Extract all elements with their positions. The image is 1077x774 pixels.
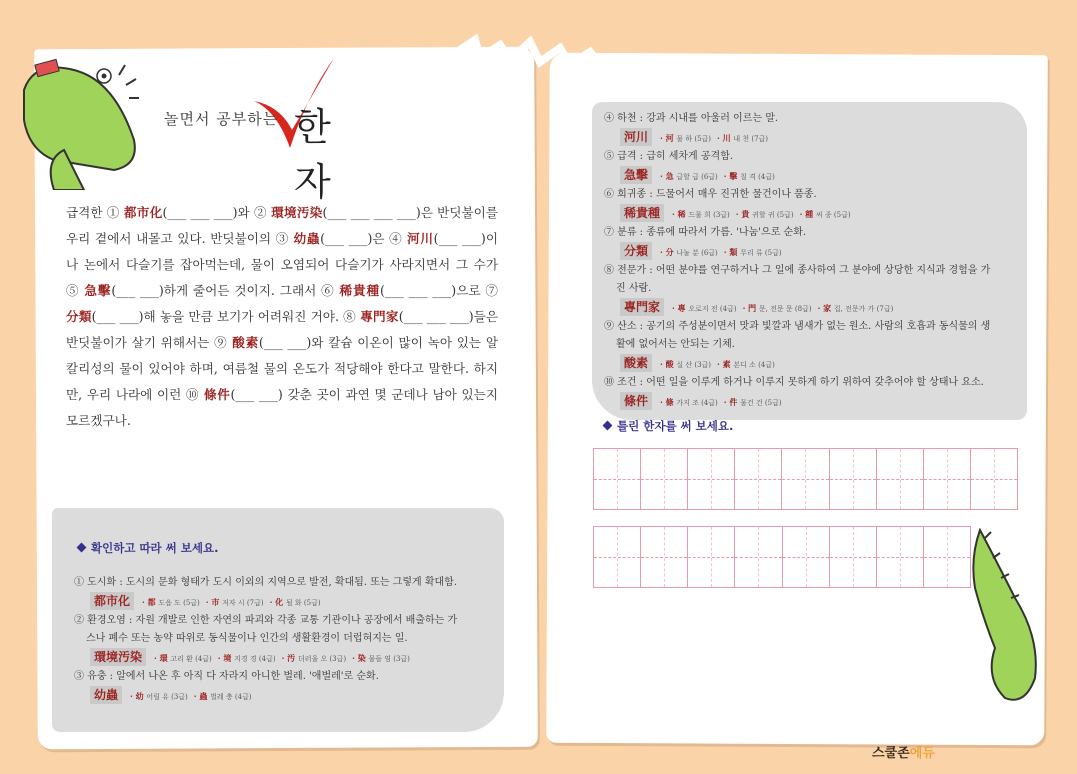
hanja-word: 酸素 — [232, 335, 259, 350]
grid-cell[interactable] — [735, 527, 782, 587]
vocab-headword: 都市化 — [90, 592, 134, 610]
story-text: (___ ___ ___)들은 반딧불이가 살기 위해서는 ⑨ — [66, 309, 498, 350]
grid-cell[interactable] — [735, 449, 782, 509]
char-gloss: · 化 될 화 (5급) — [269, 597, 321, 607]
hanja-word: 幼蟲 — [293, 231, 321, 246]
story-text: (___ ___)은 ④ — [320, 231, 408, 246]
vocab-hanja-row — [74, 648, 504, 668]
vocab-list-left — [74, 574, 504, 706]
title-main: 한자 — [294, 105, 331, 204]
vocab-headword: 急擊 — [620, 166, 652, 184]
vocab-headword: 條件 — [620, 392, 652, 410]
vocab-hanja-row — [604, 242, 1034, 262]
char-gloss: · 稀 드물 희 (3급) — [672, 209, 730, 219]
title-subtitle: 놀면서 공부하는 — [164, 110, 279, 128]
vocab-headword: 酸素 — [620, 354, 652, 372]
grid-cell[interactable] — [924, 449, 971, 509]
char-gloss: · 專 오로지 전 (4급) — [672, 303, 737, 313]
vocab-definition: ⑥ 희귀종 : 드물어서 매우 진귀한 물건이나 품종. — [604, 189, 817, 200]
grid-cell[interactable] — [924, 527, 970, 587]
vocab-definition: ② 환경오염 : 자원 개발로 인한 자연의 파괴와 각종 교통 기관이나 공장에서 배출하는 가 — [74, 615, 458, 626]
page-title — [164, 105, 331, 204]
grid-cell[interactable] — [594, 449, 641, 509]
grid-cell[interactable] — [830, 527, 877, 587]
vocab-headword: 稀貴種 — [620, 204, 664, 222]
dinosaur-tail-icon — [965, 528, 1060, 708]
char-gloss: · 家 집, 전문가 가 (7급) — [817, 303, 894, 313]
grid-cell[interactable] — [877, 449, 924, 509]
char-gloss: · 類 무리 류 (5급) — [723, 247, 782, 257]
grid-cell[interactable] — [782, 449, 829, 509]
story-text: (___ ___)와 칼슘 이온이 많이 녹아 있는 알칼리성의 물이 있어야 하며, 여름철 물의 온도가 적당해야 한다고 말한다. 하지만, 우리 나라에 이런 ⑩ — [66, 335, 498, 402]
grid-cell[interactable] — [641, 449, 688, 509]
vocab-definition-cont: 활에 없어서는 안되는 기체. — [616, 339, 735, 350]
story-paragraph — [66, 200, 498, 434]
diamond-icon — [77, 543, 87, 553]
story-text: 급격한 ① — [66, 205, 124, 220]
char-gloss: · 幼 어릴 유 (3급) — [130, 691, 188, 701]
hanja-word: 專門家 — [360, 309, 399, 324]
grid-cell[interactable] — [688, 449, 735, 509]
vocab-definition-cont: 스나 폐수 또는 농약 따위로 동식물이나 인간의 생활환경이 더럽혀지는 일. — [86, 633, 408, 644]
char-gloss: · 條 가지 조 (4급) — [660, 397, 718, 407]
char-gloss: · 染 물들 염 (3급) — [352, 653, 410, 663]
vocab-definition: ⑤ 급격 : 급히 세차게 공격함. — [604, 151, 734, 162]
grid-cell[interactable] — [641, 527, 688, 587]
vocab-definition-cont: 진 사람. — [616, 283, 652, 294]
grid-cell[interactable] — [830, 449, 877, 509]
vocab-hanja-row — [604, 204, 1034, 224]
hanja-word: 條件 — [203, 387, 231, 402]
vocab-definition: ⑧ 전문가 : 어떤 분야를 연구하거나 그 일에 종사하여 그 분야에 상당한 지식과 경험을 가 — [604, 265, 991, 276]
char-gloss: · 境 지경 경 (4급) — [217, 653, 276, 663]
vocab-hanja-row — [604, 298, 1034, 318]
grid-cell[interactable] — [594, 527, 641, 587]
char-gloss: · 蟲 벌레 충 (4급) — [193, 691, 252, 701]
char-gloss: · 門 문, 전문 문 (8급) — [742, 303, 812, 313]
hanja-word: 環境汚染 — [271, 205, 323, 220]
hanja-word: 都市化 — [123, 205, 163, 220]
writing-grid-row-1[interactable] — [593, 448, 1018, 510]
vocab-hanja-row — [604, 354, 1034, 374]
vocab-list-right — [604, 110, 1034, 412]
torn-edge-decoration — [440, 30, 620, 85]
publisher-logo: 스쿨존에듀 — [872, 746, 935, 761]
char-gloss: · 種 씨 종 (5급) — [799, 209, 851, 219]
grid-cell[interactable] — [971, 449, 1017, 509]
char-gloss: · 汚 더러울 오 (3급) — [281, 653, 347, 663]
hanja-word: 急擊 — [84, 283, 112, 298]
vocab-hanja-row — [74, 592, 504, 612]
hanja-word: 稀貴種 — [339, 283, 380, 298]
grid-cell[interactable] — [783, 527, 830, 587]
story-text: (___ ___ ___)으로 ⑦ — [379, 283, 499, 298]
char-gloss: · 急 급할 급 (6급) — [660, 171, 718, 181]
vocab-definition: ⑦ 분류 : 종류에 따라서 가름. '나눔'으로 순화. — [604, 227, 807, 238]
char-gloss: · 分 나눌 분 (6급) — [660, 247, 718, 257]
diamond-icon — [603, 421, 613, 431]
vocab-definition: ③ 유충 : 알에서 나온 후 아직 다 자라지 아니한 벌레. '애벌레'로 순화. — [74, 671, 379, 682]
vocab-definition: ⑨ 산소 : 공기의 주성분이면서 맛과 빛깔과 냄새가 없는 원소. 사람의 호흡과 동식물의 생 — [604, 321, 991, 332]
char-gloss: · 貴 귀할 귀 (5급) — [735, 209, 794, 219]
hanja-word: 分類 — [66, 309, 92, 324]
char-gloss: · 都 도읍 도 (5급) — [142, 597, 200, 607]
grid-cell[interactable] — [688, 527, 735, 587]
char-gloss: · 川 내 천 (7급) — [717, 133, 769, 143]
story-text: (___ ___)이나 논에서 다슬기를 잡아먹는데, 물이 오염되어 다슬기가 사라지면서 그 수가 ⑤ — [66, 231, 498, 298]
char-gloss: · 素 본디 소 (4급) — [717, 359, 775, 369]
char-gloss: · 環 고리 환 (4급) — [154, 653, 212, 663]
vocab-hanja-row — [604, 128, 1034, 148]
vocab-hanja-row — [74, 686, 504, 706]
char-gloss: · 酸 실 산 (3급) — [660, 359, 712, 369]
story-text: (___ ___ ___)와 ② — [162, 205, 272, 220]
vocab-headword: 專門家 — [620, 298, 664, 316]
vocab-definition: ④ 하천 : 강과 시내를 아울러 이르는 말. — [604, 113, 779, 124]
char-gloss: · 市 저자 시 (7급) — [205, 597, 264, 607]
hanja-word: 河川 — [407, 231, 434, 246]
vocab-headword: 環境汚染 — [90, 648, 146, 666]
story-text: (___ ___)하게 줄어든 것이지. 그래서 ⑥ — [111, 283, 340, 298]
vocab-definition: ⑩ 조건 : 어떤 일을 이루게 하거나 이루지 못하게 하기 위하여 갖추어야 할 상태나 요소. — [604, 377, 984, 388]
char-gloss: · 件 물건 건 (5급) — [723, 397, 782, 407]
vocab-headword: 幼蟲 — [90, 686, 122, 704]
vocab-headword: 分類 — [620, 242, 652, 260]
vocab-hanja-row — [604, 392, 1034, 412]
grid-cell[interactable] — [877, 527, 924, 587]
section-heading-check: 확인하고 따라 써 보세요. — [78, 540, 218, 556]
story-text: (___ ___ ___ ___)은 반딧불이를 우리 곁에서 내몰고 있다. 반딧불이의 ③ — [66, 205, 498, 246]
story-text: (___ ___)해 놓을 만큼 보기가 어려워진 거야. ⑧ — [91, 309, 361, 324]
vocab-hanja-row — [604, 166, 1034, 186]
char-gloss: · 河 물 하 (5급) — [660, 133, 712, 143]
section-heading-wrong: 틀린 한자를 써 보세요. — [604, 418, 733, 434]
vocab-headword: 河川 — [620, 128, 652, 146]
vocab-definition: ① 도시화 : 도시의 문화 형태가 도시 이외의 지역으로 발전, 확대됨. 또는 그렇게 확대함. — [74, 577, 458, 588]
writing-grid-row-2[interactable] — [593, 526, 971, 588]
char-gloss: · 擊 칠 격 (4급) — [723, 171, 775, 181]
story-text: (___ ___) 갖춘 곳이 과연 몇 군데나 남아 있는지 모르겠구나. — [66, 387, 498, 428]
dinosaur-head-icon — [14, 40, 164, 190]
